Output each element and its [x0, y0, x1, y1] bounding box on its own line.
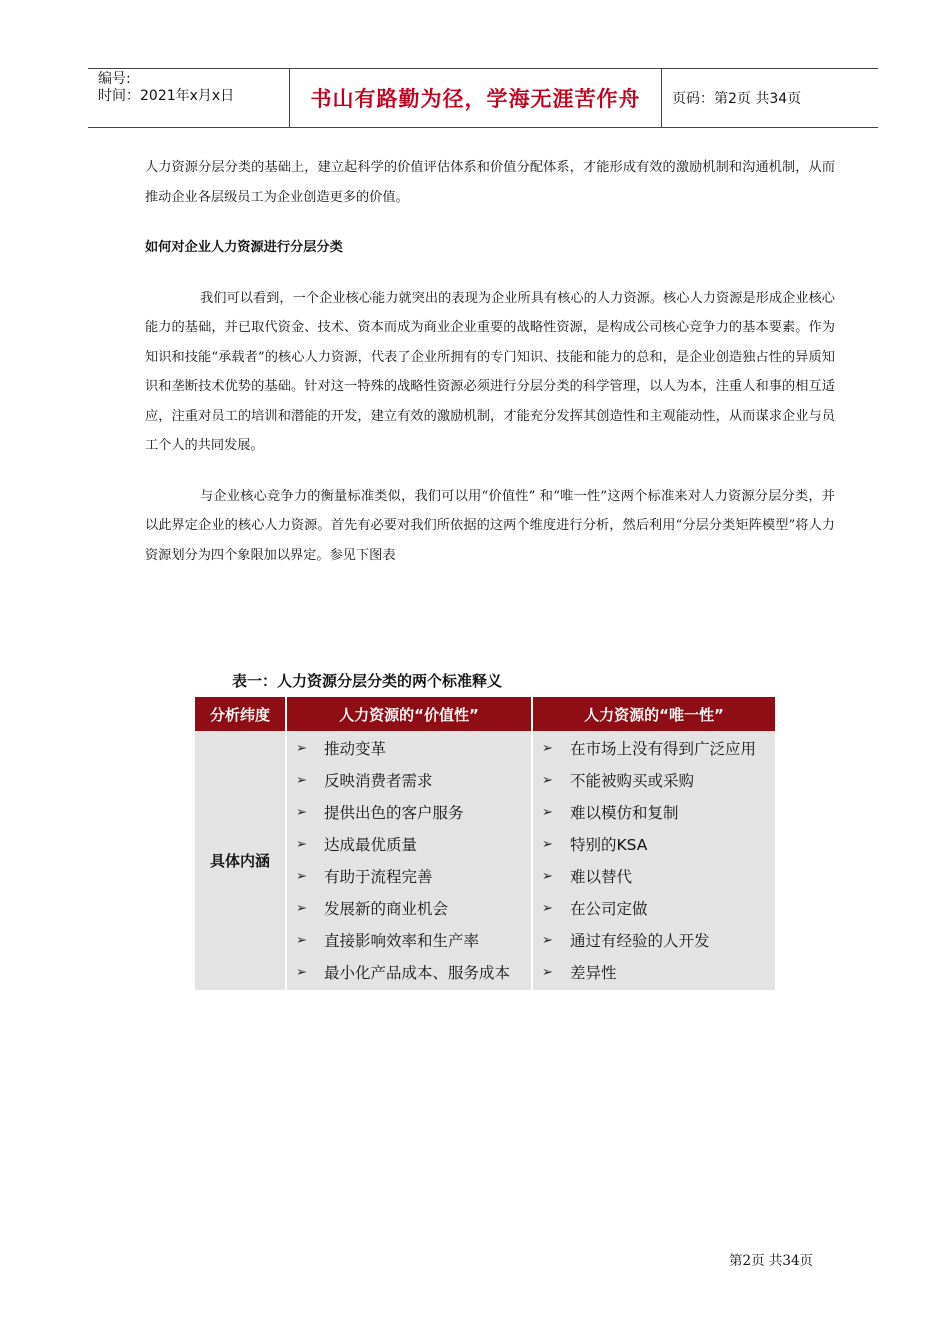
arrow-bullet-icon: ➢ [542, 805, 553, 820]
list-item [533, 893, 775, 925]
table-title: 表一：人力资源分层分类的两个标准释义 [232, 672, 503, 690]
arrow-bullet-icon: ➢ [296, 965, 307, 980]
list-item-label: 在市场上没有得到广泛应用 [570, 740, 757, 758]
list-item [533, 765, 775, 797]
table-header-row [195, 697, 775, 731]
list-item-label: 直接影响效率和生产率 [324, 932, 480, 950]
list-item-label: 通过有经验的人开发 [570, 932, 710, 950]
list-item-label: 达成最优质量 [324, 836, 418, 854]
list-item-label: 推动变革 [324, 740, 387, 758]
paragraph-1: 人力资源分层分类的基础上，建立起科学的价值评估体系和价值分配体系，才能形成有效的激励机制和沟通机制，从而推动企业各层级员工为企业创造更多的价值。 [145, 160, 835, 205]
paragraph-2: 我们可以看到，一个企业核心能力就突出的表现为企业所具有核心的人力资源。核心人力资源是形成企业核心能力的基础，并已取代资金、技术、资本而成为商业企业重要的战略性资源，是构成公司核心竞争力的基本要素。作为知识和技能“承载者”的核心人力资源，代表了企业所拥有的专门知识、技能和能力的总和，是企业创造独占性的异质知识和垄断技术优势的基础。针对这一特殊的战略性资源必须进行分层分类的科学管理，以人为本，注重人和事的相互适应，注重对员工的培训和潜能的开发，建立有效的激励机制，才能充分发挥其创造性和主观能动性，从而谋求企业与员工个人的共同发展。 [145, 290, 835, 453]
table-body-row [195, 731, 775, 990]
header-meta [88, 69, 290, 127]
value-column [287, 731, 533, 990]
arrow-bullet-icon: ➢ [542, 773, 553, 788]
arrow-bullet-icon: ➢ [542, 837, 553, 852]
page-footer: 第2页 共34页 [729, 1253, 814, 1269]
row-label: 具体内涵 [195, 731, 287, 990]
paragraph-3: 与企业核心竞争力的衡量标准类似，我们可以用“价值性” 和“唯一性”这两个标准来对人力资源分层分类，并以此界定企业的核心人力资源。首先有必要对我们所依据的这两个维度进行分析，然后利用“分层分类矩阵模型”将人力资源划分为四个象限加以界定。参见下图表 [145, 488, 835, 563]
list-item-label: 反映消费者需求 [324, 772, 433, 790]
uniqueness-column [533, 731, 775, 990]
list-item-label: 在公司定做 [570, 900, 648, 918]
value-list [287, 731, 531, 989]
arrow-bullet-icon: ➢ [296, 805, 307, 820]
arrow-bullet-icon: ➢ [296, 933, 307, 948]
list-item-label: 有助于流程完善 [324, 868, 433, 886]
document-body [145, 153, 835, 570]
list-item [533, 925, 775, 957]
header-dimension: 分析纬度 [195, 697, 287, 731]
arrow-bullet-icon: ➢ [542, 741, 553, 756]
list-item-label: 提供出色的客户服务 [324, 804, 464, 822]
criteria-table [195, 697, 775, 990]
list-item [533, 829, 775, 861]
arrow-bullet-icon: ➢ [542, 965, 553, 980]
header-value: 人力资源的“价值性” [287, 697, 533, 731]
time-label: 时间：2021年x月x日 [98, 88, 235, 104]
list-item [287, 829, 531, 861]
arrow-bullet-icon: ➢ [296, 837, 307, 852]
header-uniqueness: 人力资源的“唯一性” [584, 705, 724, 724]
arrow-bullet-icon: ➢ [542, 869, 553, 884]
list-item-label: 难以模仿和复制 [570, 804, 679, 822]
list-item [287, 733, 531, 765]
uniqueness-list [533, 731, 775, 989]
header-page-info: 页码：第2页 共34页 [672, 91, 802, 107]
list-item [287, 893, 531, 925]
page-header [88, 68, 878, 128]
list-item [287, 797, 531, 829]
list-item-label: 难以替代 [570, 868, 633, 886]
serial-label: 编号: [98, 71, 131, 87]
list-item [533, 797, 775, 829]
list-item [533, 957, 775, 989]
list-item-label: 不能被购买或采购 [570, 772, 695, 790]
list-item-label: 发展新的商业机会 [324, 900, 449, 918]
list-item-label: 特别的KSA [570, 836, 648, 854]
arrow-bullet-icon: ➢ [542, 901, 553, 916]
list-item [287, 957, 531, 989]
list-item [287, 765, 531, 797]
arrow-bullet-icon: ➢ [296, 901, 307, 916]
list-item-label: 最小化产品成本、服务成本 [324, 964, 511, 982]
arrow-bullet-icon: ➢ [296, 869, 307, 884]
list-item [533, 861, 775, 893]
list-item [287, 925, 531, 957]
list-item-label: 差异性 [570, 964, 617, 982]
list-item [287, 861, 531, 893]
list-item [533, 733, 775, 765]
header-motto: 书山有路勤为径，学海无涯苦作舟 [290, 69, 662, 127]
section-heading: 如何对企业人力资源进行分层分类 [145, 240, 343, 255]
arrow-bullet-icon: ➢ [296, 741, 307, 756]
arrow-bullet-icon: ➢ [296, 773, 307, 788]
arrow-bullet-icon: ➢ [542, 933, 553, 948]
